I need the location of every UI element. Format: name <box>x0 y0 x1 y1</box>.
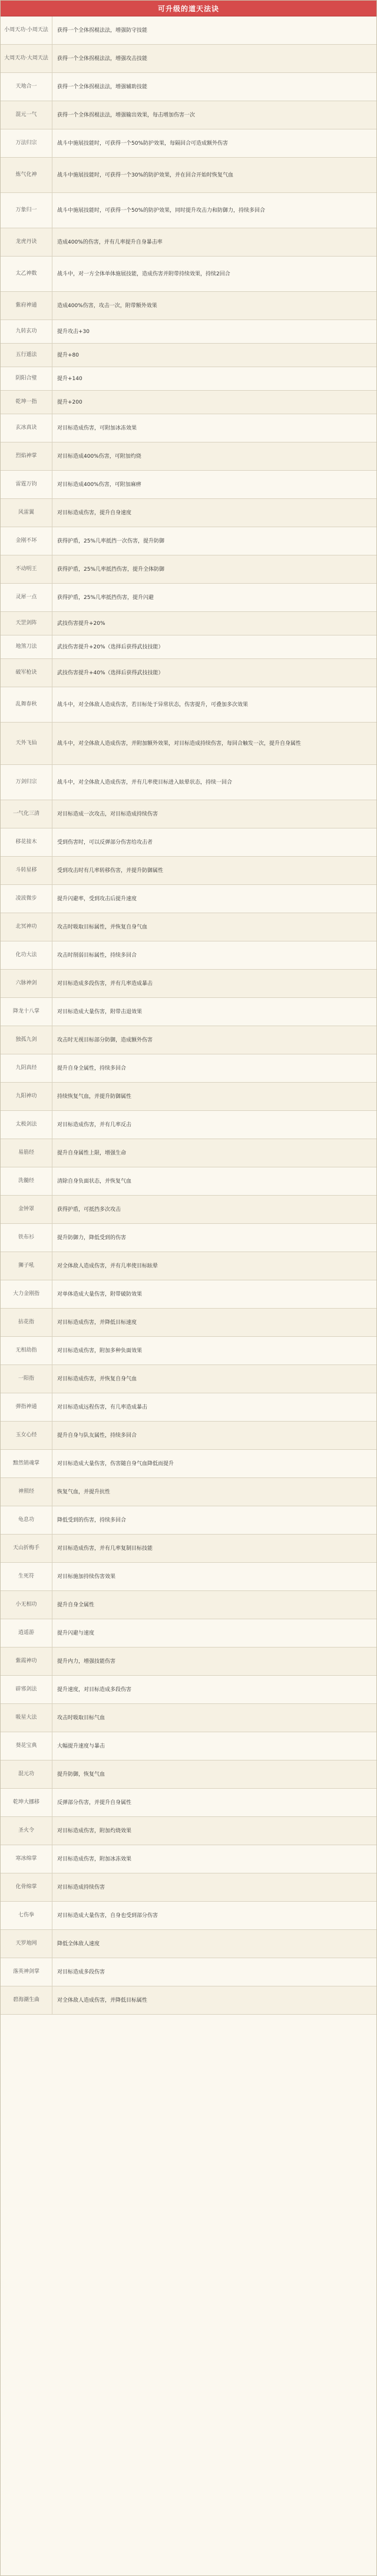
table-row <box>1 1873 376 1902</box>
row-label: 紫霞神功 <box>1 1648 52 1675</box>
row-description: 攻击时吸取目标属性，并恢复自身气血 <box>57 924 148 930</box>
table-row <box>1 1026 376 1054</box>
row-label: 乾坤一指 <box>1 391 52 414</box>
row-description: 攻击时吸取目标气血 <box>57 1715 105 1721</box>
row-description: 提升+140 <box>57 375 82 382</box>
row-label: 阴阳合璧 <box>1 367 52 390</box>
page-title: 可升级的道天法诀 <box>1 1 376 16</box>
table-row <box>1 1252 376 1280</box>
row-label: 万象归一 <box>1 193 52 228</box>
row-description: 提升自身全属性 <box>57 1602 95 1608</box>
row-label: 洗髓经 <box>1 1167 52 1195</box>
row-label: 斗转星移 <box>1 857 52 884</box>
row-description: 提升攻击+30 <box>57 328 90 335</box>
table-row <box>1 471 376 499</box>
table-row <box>1 499 376 527</box>
row-label: 金刚不坏 <box>1 527 52 555</box>
table-row <box>1 1676 376 1704</box>
row-label: 天山折梅手 <box>1 1535 52 1562</box>
row-description: 反弹部分伤害，并提升自身属性 <box>57 1799 132 1806</box>
row-description: 对单体造成大量伤害，附带破防效果 <box>57 1291 143 1297</box>
table-row <box>1 1167 376 1196</box>
row-label: 独孤九剑 <box>1 1026 52 1054</box>
row-description: 对目标造成伤害，并有几率反击 <box>57 1121 132 1128</box>
table-row <box>1 158 376 193</box>
table-row <box>1 527 376 555</box>
table-row <box>1 1337 376 1365</box>
row-label: 化骨绵掌 <box>1 1873 52 1901</box>
row-description: 武技伤害提升+20% <box>57 620 105 627</box>
row-description: 战斗中，对全体敌人造成伤害，若目标处于异常状态，伤害提升，可叠加多次效果 <box>57 701 249 708</box>
table-row <box>1 1422 376 1450</box>
row-description: 对目标造成伤害，附加灼烧效果 <box>57 1828 132 1834</box>
skill-table <box>1 16 376 2015</box>
table-row <box>1 1393 376 1422</box>
table-row <box>1 257 376 292</box>
row-description: 降低全体敌人速度 <box>57 1941 100 1947</box>
row-description: 攻击时无视目标部分防御，造成额外伤害 <box>57 1037 153 1043</box>
table-row <box>1 1280 376 1309</box>
row-label: 太乙神数 <box>1 257 52 291</box>
row-description: 造成400%的伤害，并有几率提升自身暴击率 <box>57 239 163 245</box>
row-label: 玉女心经 <box>1 1422 52 1449</box>
row-label: 一气化三清 <box>1 800 52 828</box>
row-label: 万剑归宗 <box>1 765 52 800</box>
row-description: 对目标造成多段伤害，并有几率造成暴击 <box>57 980 153 987</box>
table-row <box>1 1591 376 1619</box>
row-label: 乾坤大挪移 <box>1 1789 52 1816</box>
row-label: 圣火令 <box>1 1817 52 1845</box>
row-label: 黯然销魂掌 <box>1 1450 52 1477</box>
row-description: 对目标造成持续伤害 <box>57 1884 105 1891</box>
row-label: 小无相功 <box>1 1591 52 1619</box>
row-label: 小周天功·小周天法 <box>1 16 52 44</box>
row-description: 对目标造成400%伤害，可附加灼烧 <box>57 453 141 460</box>
table-row <box>1 1648 376 1676</box>
row-label: 拈花指 <box>1 1309 52 1336</box>
table-row <box>1 344 376 367</box>
row-description: 对目标造成大量伤害，附带击退效果 <box>57 1009 143 1015</box>
table-row <box>1 828 376 857</box>
row-description: 大幅提升速度与暴击 <box>57 1743 105 1749</box>
row-label: 九转玄功 <box>1 320 52 343</box>
row-label: 烈焰神掌 <box>1 442 52 470</box>
row-label: 一阳指 <box>1 1365 52 1393</box>
table-row <box>1 1196 376 1224</box>
row-label: 易筋经 <box>1 1139 52 1167</box>
row-label: 炼气化神 <box>1 158 52 192</box>
table-row <box>1 1817 376 1845</box>
row-label: 九阳神功 <box>1 1083 52 1110</box>
row-label: 无相劫指 <box>1 1337 52 1364</box>
row-label: 天地合一 <box>1 73 52 101</box>
table-row <box>1 414 376 442</box>
row-description: 对全体敌人造成伤害，并有几率使目标眩晕 <box>57 1263 158 1269</box>
table-row <box>1 941 376 970</box>
row-label: 九阴真经 <box>1 1054 52 1082</box>
row-label: 龙虎丹诀 <box>1 228 52 256</box>
row-label: 化功大法 <box>1 941 52 969</box>
row-description: 武技伤害提升+40%（选择后获得武技技能） <box>57 670 164 676</box>
table-row <box>1 998 376 1026</box>
row-label: 玄冰真诀 <box>1 414 52 442</box>
table-row <box>1 1563 376 1591</box>
row-description: 受到伤害时，可以反弹部分伤害给攻击者 <box>57 839 153 846</box>
table-row <box>1 1309 376 1337</box>
row-description: 战斗中施展技能时，可获得一个30%的防护效果，并在回合开始时恢复气血 <box>57 172 234 178</box>
row-description: 对目标造成伤害，附加冰冻效果 <box>57 1856 132 1862</box>
row-label: 不动明王 <box>1 555 52 583</box>
table-row <box>1 857 376 885</box>
table-row <box>1 73 376 101</box>
table-row <box>1 1845 376 1873</box>
row-description: 提升+200 <box>57 399 82 405</box>
table-row <box>1 1506 376 1535</box>
row-description: 清除自身负面状态，并恢复气血 <box>57 1178 132 1184</box>
row-description: 获得护盾，25%几率抵挡一次伤害，提升防御 <box>57 538 165 544</box>
row-label: 混元一气 <box>1 101 52 129</box>
table-row <box>1 228 376 257</box>
row-label: 辟邪剑法 <box>1 1676 52 1703</box>
row-description: 提升内力，增强技能伤害 <box>57 1658 116 1665</box>
row-label: 寒冰绵掌 <box>1 1845 52 1873</box>
row-description: 获得一个全体拐棍法法，增强输出效果，每击增加伤害一次 <box>57 112 196 118</box>
row-description: 攻击时削弱目标属性，持续多回合 <box>57 952 137 958</box>
row-description: 降低受到的伤害，持续多回合 <box>57 1517 127 1523</box>
table-row <box>1 129 376 158</box>
row-description: 对目标造成一次攻击，对目标造成持续伤害 <box>57 811 158 817</box>
table-row <box>1 1704 376 1732</box>
table-row <box>1 1111 376 1139</box>
row-label: 破军枪诀 <box>1 659 52 687</box>
row-label: 天罡剑阵 <box>1 612 52 635</box>
table-row <box>1 1054 376 1083</box>
row-description: 提升闪避与速度 <box>57 1630 95 1636</box>
row-label: 葵花宝典 <box>1 1732 52 1760</box>
table-row <box>1 612 376 635</box>
row-label: 雷霆万钧 <box>1 471 52 498</box>
table-row <box>1 800 376 828</box>
row-description: 提升闪避率，受到攻击后提升速度 <box>57 896 137 902</box>
row-label: 地煞刀法 <box>1 635 52 658</box>
row-description: 武技伤害提升+20%（选择后获得武技技能） <box>57 644 164 650</box>
row-description: 获得护盾，25%几率抵挡伤害，提升闪避 <box>57 594 154 601</box>
row-description: 战斗中，对全体敌人造成伤害，并有几率使目标进入眩晕状态，持续一回合 <box>57 779 233 786</box>
table-row <box>1 1139 376 1167</box>
row-description: 对目标造成400%伤害，可附加麻痹 <box>57 481 141 488</box>
table-row <box>1 320 376 344</box>
row-description: 提升自身全属性，持续多回合 <box>57 1065 127 1071</box>
row-description: 获得一个全体拐棍法法，增强攻击技能 <box>57 55 148 62</box>
row-description: 对目标造成远程伤害，有几率造成暴击 <box>57 1404 148 1410</box>
table-row <box>1 1478 376 1506</box>
table-row <box>1 659 376 687</box>
row-label: 万法归宗 <box>1 129 52 157</box>
row-label: 神照经 <box>1 1478 52 1506</box>
row-label: 移花接木 <box>1 828 52 856</box>
row-description: 获得护盾，可抵挡多次攻击 <box>57 1206 121 1213</box>
table-row <box>1 45 376 73</box>
row-label: 北冥神功 <box>1 913 52 941</box>
row-description: 对目标施加持续伤害效果 <box>57 1573 116 1580</box>
row-description: 造成400%伤害，攻击一次，附带额外效果 <box>57 302 157 309</box>
table-row <box>1 765 376 800</box>
row-description: 获得一个全体拐棍法法，增强辅助技能 <box>57 84 148 90</box>
table-row <box>1 687 376 723</box>
table-row <box>1 1930 376 1958</box>
table-row <box>1 1902 376 1930</box>
row-description: 对目标造成大量伤害，伤害随自身气血降低而提升 <box>57 1460 174 1467</box>
table-row <box>1 584 376 612</box>
row-description: 战斗中施展技能时，可获得一个50%的防护效果，同时提升攻击力和防御力，持续多回合 <box>57 207 266 214</box>
table-row <box>1 391 376 414</box>
row-label: 风雷翼 <box>1 499 52 527</box>
row-description: 战斗中施展技能时，可获得一个50%防护效果，每隔回合可造成额外伤害 <box>57 140 229 147</box>
row-description: 对目标造成伤害，并恢复自身气血 <box>57 1376 137 1382</box>
row-description: 提升自身与队友属性，持续多回合 <box>57 1432 137 1439</box>
row-description: 战斗中，对一方全体单体施展技能，造成伤害并附带持续效果，持续2回合 <box>57 271 230 277</box>
row-label: 七伤拳 <box>1 1902 52 1929</box>
row-description: 提升自身属性上限，增强生命 <box>57 1150 127 1156</box>
table-row <box>1 885 376 913</box>
table-row <box>1 1760 376 1789</box>
row-description: 对目标造成伤害，并有几率复制目标技能 <box>57 1545 153 1552</box>
row-description: 恢复气血，并提升抗性 <box>57 1489 111 1495</box>
table-row <box>1 1789 376 1817</box>
row-label: 六脉神剑 <box>1 970 52 997</box>
row-label: 生死符 <box>1 1563 52 1590</box>
row-label: 五行遁法 <box>1 344 52 367</box>
row-description: 对目标造成伤害，提升自身速度 <box>57 510 132 516</box>
table-row <box>1 635 376 659</box>
row-label: 弹指神通 <box>1 1393 52 1421</box>
row-label: 铁布衫 <box>1 1224 52 1252</box>
row-label: 天罗地网 <box>1 1930 52 1958</box>
table-row <box>1 1083 376 1111</box>
row-description: 提升速度，对目标造成多段伤害 <box>57 1686 132 1693</box>
row-label: 乱舞春秋 <box>1 687 52 722</box>
row-description: 受到攻击时有几率转移伤害，并提升防御属性 <box>57 867 164 874</box>
table-row <box>1 1732 376 1760</box>
row-description: 战斗中，对全体敌人造成伤害，并附加额外效果，对目标造成持续伤害，每回合触发一次，提升自身属性 <box>57 740 302 747</box>
table-row <box>1 723 376 765</box>
row-label: 落英神剑掌 <box>1 1958 52 1986</box>
table-row <box>1 555 376 584</box>
row-label: 龟息功 <box>1 1506 52 1534</box>
row-label: 降龙十八掌 <box>1 998 52 1026</box>
row-label: 紫府神通 <box>1 292 52 319</box>
row-description: 获得护盾，25%几率抵挡伤害，提升全体防御 <box>57 566 165 573</box>
table-row <box>1 193 376 228</box>
table-row <box>1 101 376 129</box>
table-row <box>1 1450 376 1478</box>
table-row <box>1 442 376 471</box>
table-row <box>1 1619 376 1648</box>
row-label: 吸星大法 <box>1 1704 52 1732</box>
row-description: 对目标造成多段伤害 <box>57 1969 105 1975</box>
row-label: 金钟罩 <box>1 1196 52 1223</box>
row-label: 大周天功·大周天法 <box>1 45 52 72</box>
table-row <box>1 1986 376 2015</box>
row-description: 对全体敌人造成伤害，并降低目标属性 <box>57 1997 148 2003</box>
row-label: 灵犀一点 <box>1 584 52 611</box>
table-row <box>1 1224 376 1252</box>
row-description: 提升+80 <box>57 352 79 358</box>
table-row <box>1 367 376 391</box>
row-description: 对目标造成伤害，并降低目标速度 <box>57 1319 137 1326</box>
table-row <box>1 1365 376 1393</box>
table-row <box>1 913 376 941</box>
row-description: 提升防御，恢复气血 <box>57 1771 105 1778</box>
row-label: 混元功 <box>1 1760 52 1788</box>
row-label: 狮子吼 <box>1 1252 52 1280</box>
row-description: 对目标造成伤害，附加多种负面效果 <box>57 1347 143 1354</box>
row-label: 大力金刚指 <box>1 1280 52 1308</box>
row-label: 逍遥游 <box>1 1619 52 1647</box>
table-row <box>1 1535 376 1563</box>
row-description: 对目标造成伤害，可附加冰冻效果 <box>57 425 137 431</box>
row-label: 天外飞仙 <box>1 723 52 764</box>
row-description: 持续恢复气血，并提升防御属性 <box>57 1093 132 1100</box>
row-description: 获得一个全体拐棍法法，增强防守技能 <box>57 27 148 34</box>
row-label: 碧海潮生曲 <box>1 1986 52 2014</box>
table-row <box>1 970 376 998</box>
row-description: 对目标造成大量伤害，自身也受到部分伤害 <box>57 1912 158 1919</box>
row-description: 提升防御力，降低受到的伤害 <box>57 1234 127 1241</box>
row-label: 太极剑法 <box>1 1111 52 1139</box>
table-row <box>1 1958 376 1986</box>
row-label: 凌波微步 <box>1 885 52 913</box>
table-row <box>1 292 376 320</box>
table-row <box>1 16 376 45</box>
